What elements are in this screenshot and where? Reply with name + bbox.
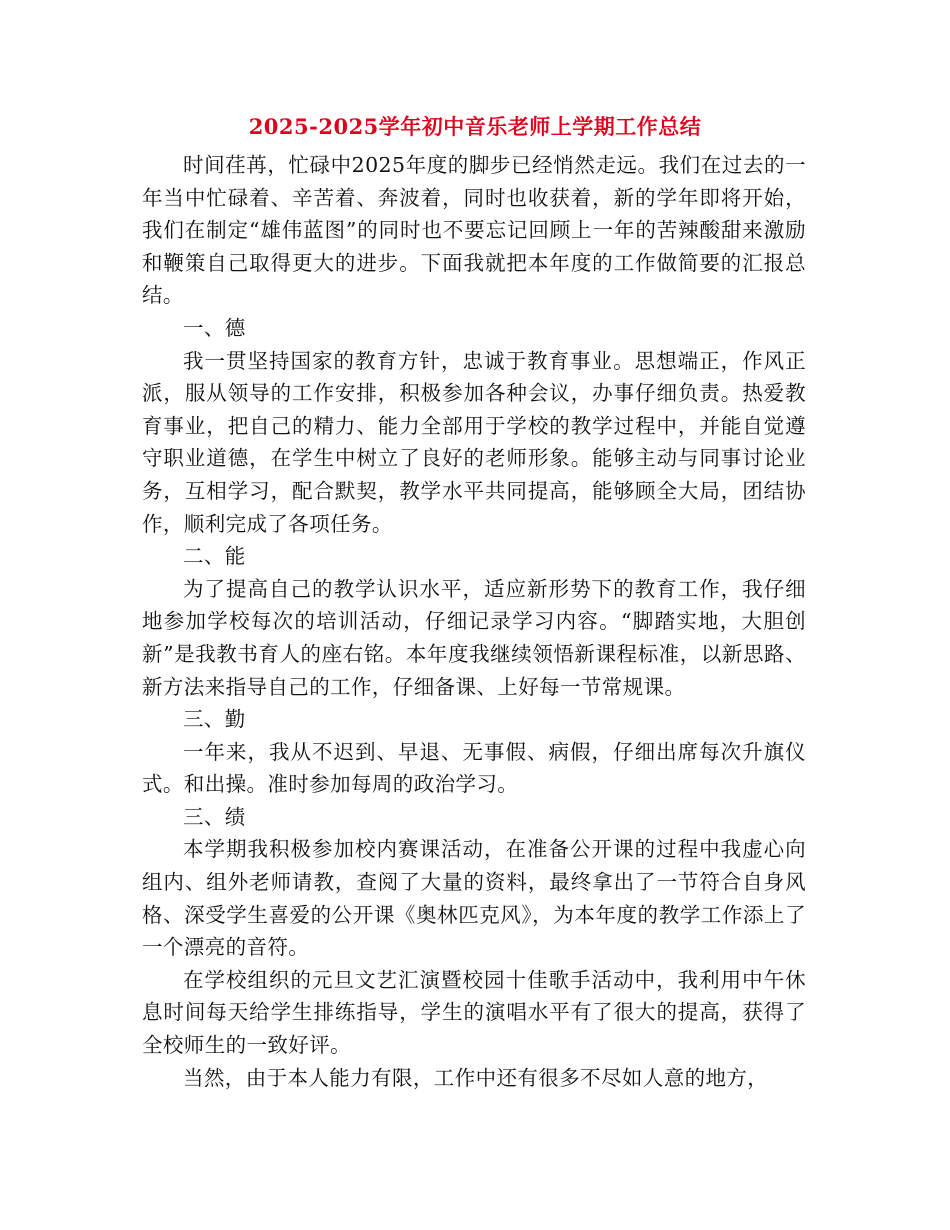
section-heading-ji: 三、绩 xyxy=(183,804,246,829)
section-heading-qin: 三、勤 xyxy=(183,707,246,732)
paragraph-neng: 为了提高自己的教学认识水平，适应新形势下的教育工作，我仔细地参加学校每次的培训活动，仔细记录学习内容。“脚踏实地，大胆创新”是我教书育人的座右铭。本年度我继续领悟新课程标准，以新思路、新方法来指导自己的工作，仔细备课、上好每一节常规课。 xyxy=(142,576,806,699)
paragraph-closing: 当然，由于本人能力有限，工作中还有很多不尽如人意的地方， xyxy=(183,1065,769,1090)
paragraph-ji-2: 在学校组织的元旦文艺汇演暨校园十佳歌手活动中，我利用中午休息时间每天给学生排练指导，学生的演唱水平有了很大的提高，获得了全校师生的一致好评。 xyxy=(142,967,806,1058)
paragraph-ji-1: 本学期我积极参加校内赛课活动，在准备公开课的过程中我虚心向组内、组外老师请教，查阅了大量的资料，最终拿出了一节符合自身风格、深受学生喜爱的公开课《奥林匹克风》，为本年度的教学工作添上了一个漂亮的音符。 xyxy=(142,837,806,960)
document-body xyxy=(142,149,806,1094)
document-title: 2025-2025学年初中音乐老师上学期工作总结 xyxy=(248,114,702,139)
section-heading-de: 一、德 xyxy=(183,315,246,340)
paragraph-de: 我一贯坚持国家的教育方针，忠诚于教育事业。思想端正，作风正派，服从领导的工作安排，积极参加各种会议，办事仔细负责。热爱教育事业，把自己的精力、能力全部用于学校的教学过程中，并能自觉遵守职业道德，在学生中树立了良好的老师形象。能够主动与同事讨论业务，互相学习，配合默契，教学水平共同提高，能够顾全大局，团结协作，顺利完成了各项任务。 xyxy=(142,348,806,536)
paragraph-qin: 一年来，我从不迟到、早退、无事假、病假，仔细出席每次升旗仪式。和出操。准时参加每周的政治学习。 xyxy=(142,739,806,797)
paragraph-intro: 时间荏苒，忙碌中2025年度的脚步已经悄然走远。我们在过去的一年当中忙碌着、辛苦着、奔波着，同时也收获着，新的学年即将开始，我们在制定“雄伟蓝图”的同时也不要忘记回顾上一年的苦辣酸甜来激励和鞭策自己取得更大的进步。下面我就把本年度的工作做简要的汇报总结。 xyxy=(142,153,806,308)
section-heading-neng: 二、能 xyxy=(183,544,246,569)
